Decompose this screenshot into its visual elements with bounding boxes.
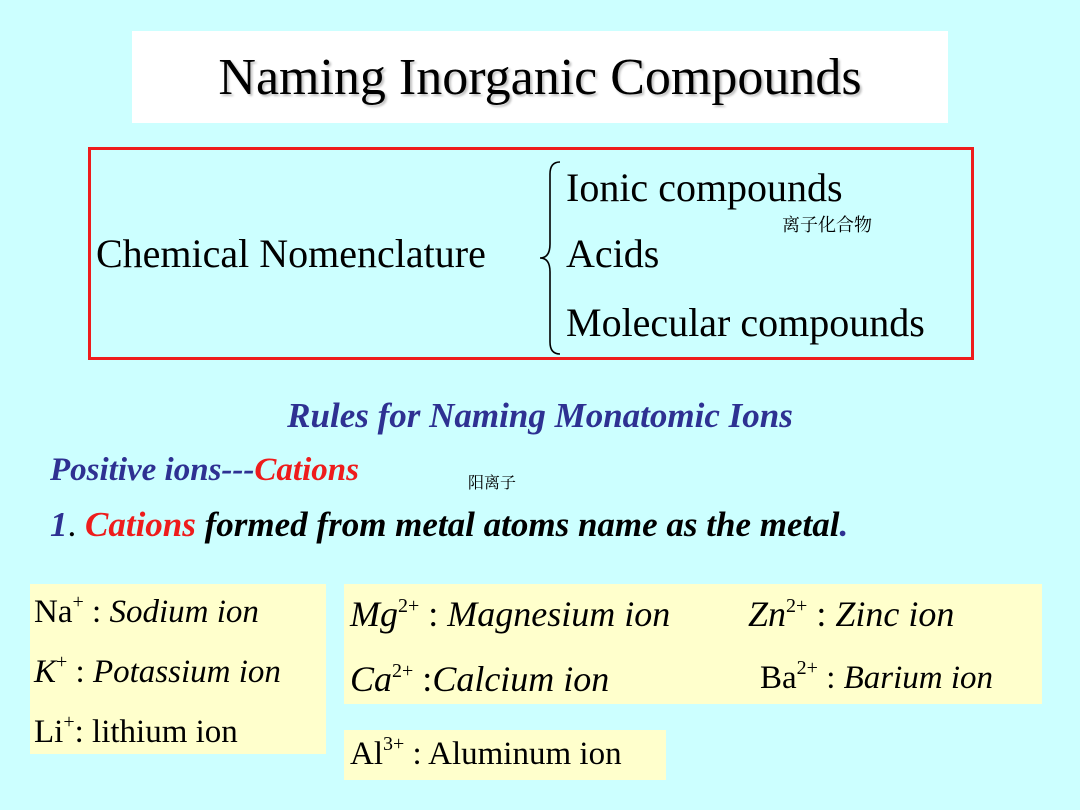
ion-charge: +: [72, 591, 84, 613]
ion-symbol: Ca: [350, 659, 393, 699]
ion-aluminum: $Al^{3+}$ : Aluminum ion: [350, 733, 622, 772]
nomenclature-item-acids: Acids: [566, 231, 660, 276]
ion-name: Zinc ion: [835, 594, 955, 634]
ion-charge: 2+: [392, 660, 414, 682]
nomenclature-note: 离子化合物: [782, 215, 872, 236]
ion-name: Sodium ion: [109, 594, 259, 630]
ion-charge: +: [63, 711, 75, 733]
ion-name: Calcium ion: [432, 659, 610, 699]
ion-symbol: Mg: [350, 594, 398, 634]
ion-lithium: Li+: lithium ion: [34, 711, 238, 750]
rule-1-number: 1: [50, 505, 68, 544]
page-title: Naming Inorganic Compounds: [218, 48, 862, 106]
ion-charge: +: [56, 651, 68, 673]
ion-barium: $Ba^{2+}$ : Barium ion: [760, 657, 994, 696]
curly-brace-icon: [530, 160, 570, 356]
rule-1-cations: Cations: [85, 505, 196, 544]
positive-ions-line: [50, 452, 359, 489]
rules-heading: Rules for Naming Monatomic Ions: [287, 396, 793, 435]
ion-charge: 2+: [398, 595, 420, 617]
ion-symbol: Na: [34, 594, 73, 630]
rule-1-dot: .: [67, 505, 77, 544]
ion-potassium: K+ : Potassium ion: [34, 651, 281, 690]
ion-name: lithium ion: [92, 714, 238, 750]
title-box: [132, 31, 948, 123]
nomenclature-label: Chemical Nomenclature: [96, 231, 486, 276]
ion-symbol: Li: [34, 714, 64, 750]
rule-1-text: formed from metal atoms name as the metal: [195, 505, 840, 544]
ion-symbol: Ba: [760, 660, 797, 696]
nomenclature-item-ionic: Ionic compounds: [566, 165, 843, 210]
rule-1-end: .: [839, 505, 849, 544]
ion-symbol: Al: [350, 736, 383, 772]
ion-symbol: Zn: [748, 594, 787, 634]
ion-name: Barium ion: [843, 660, 994, 696]
rule-1: [50, 505, 848, 545]
ion-charge: 2+: [796, 657, 818, 679]
ion-name: Aluminum ion: [428, 736, 622, 772]
nomenclature-item-molecular: Molecular compounds: [566, 300, 925, 345]
ion-charge: 3+: [383, 733, 405, 755]
ion-name: Magnesium ion: [447, 594, 671, 634]
ion-zinc: $Zn^{2+}$ : Zinc ion: [748, 594, 955, 634]
positive-ions-note: 阳离子: [468, 473, 517, 492]
ion-name: Potassium ion: [92, 654, 281, 690]
positive-ions-label: Positive ions---: [50, 452, 255, 488]
ion-magnesium: $Mg^{2+}$ : Magnesium ion: [350, 594, 671, 634]
ion-sodium: Na+ : Sodium ion: [34, 591, 259, 630]
cations-label: Cations: [254, 452, 359, 488]
ion-calcium: $Ca^{2+}$ :Calcium ion: [350, 659, 610, 699]
ion-symbol: K: [34, 654, 57, 690]
ion-charge: 2+: [786, 595, 808, 617]
